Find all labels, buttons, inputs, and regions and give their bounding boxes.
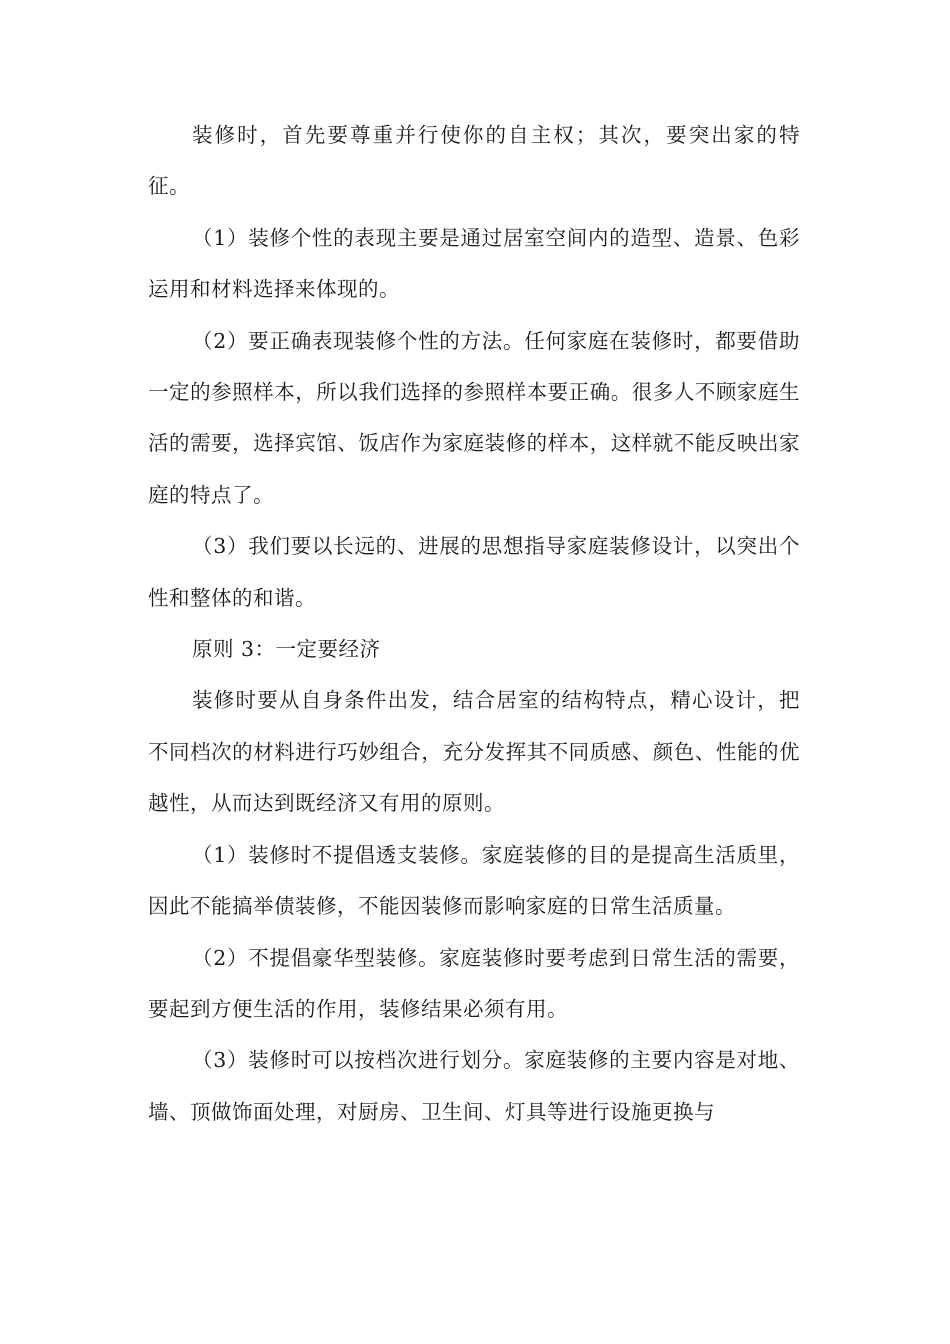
- document-body: [148, 110, 800, 1138]
- paragraph-principle-3-item-3: （3）装修时可以按档次进行划分。家庭装修的主要内容是对地、墙、顶做饰面处理，对厨房、卫生间、灯具等进行设施更换与: [148, 1048, 800, 1124]
- paragraph-item-3: （3）我们要以长远的、进展的思想指导家庭装修设计，以突出个性和整体的和谐。: [148, 534, 800, 610]
- paragraph-principle-3-item-1: （1）装修时不提倡透支装修。家庭装修的目的是提高生活质里，因此不能搞举债装修，不能因装修而影响家庭的日常生活质量。: [148, 842, 800, 919]
- paragraph-item-1: （1）装修个性的表现主要是通过居室空间内的造型、造景、色彩运用和材料选择来体现的。: [148, 225, 800, 302]
- paragraph-item-2: （2）要正确表现装修个性的方法。任何家庭在装修时，都要借助一定的参照样本，所以我们选择的参照样本要正确。很多人不顾家庭生活的需要，选择宾馆、饭店作为家庭装修的样本，这样就不能反映出家庭的特点了。: [148, 328, 800, 507]
- paragraph-intro: 装修时，首先要尊重并行使你的自主权；其次，要突出家的特征。: [148, 123, 800, 199]
- paragraph-principle-3: 装修时要从自身条件出发，结合居室的结构特点，精心设计，把不同档次的材料进行巧妙组合，充分发挥其不同质感、颜色、性能的优越性，从而达到既经济又有用的原则。: [148, 688, 800, 816]
- paragraph-principle-3-item-2: （2）不提倡豪华型装修。家庭装修时要考虑到日常生活的需要，要起到方便生活的作用，装修结果必须有用。: [148, 945, 800, 1021]
- section-heading-principle-3: 原则 3：一定要经济: [192, 637, 381, 662]
